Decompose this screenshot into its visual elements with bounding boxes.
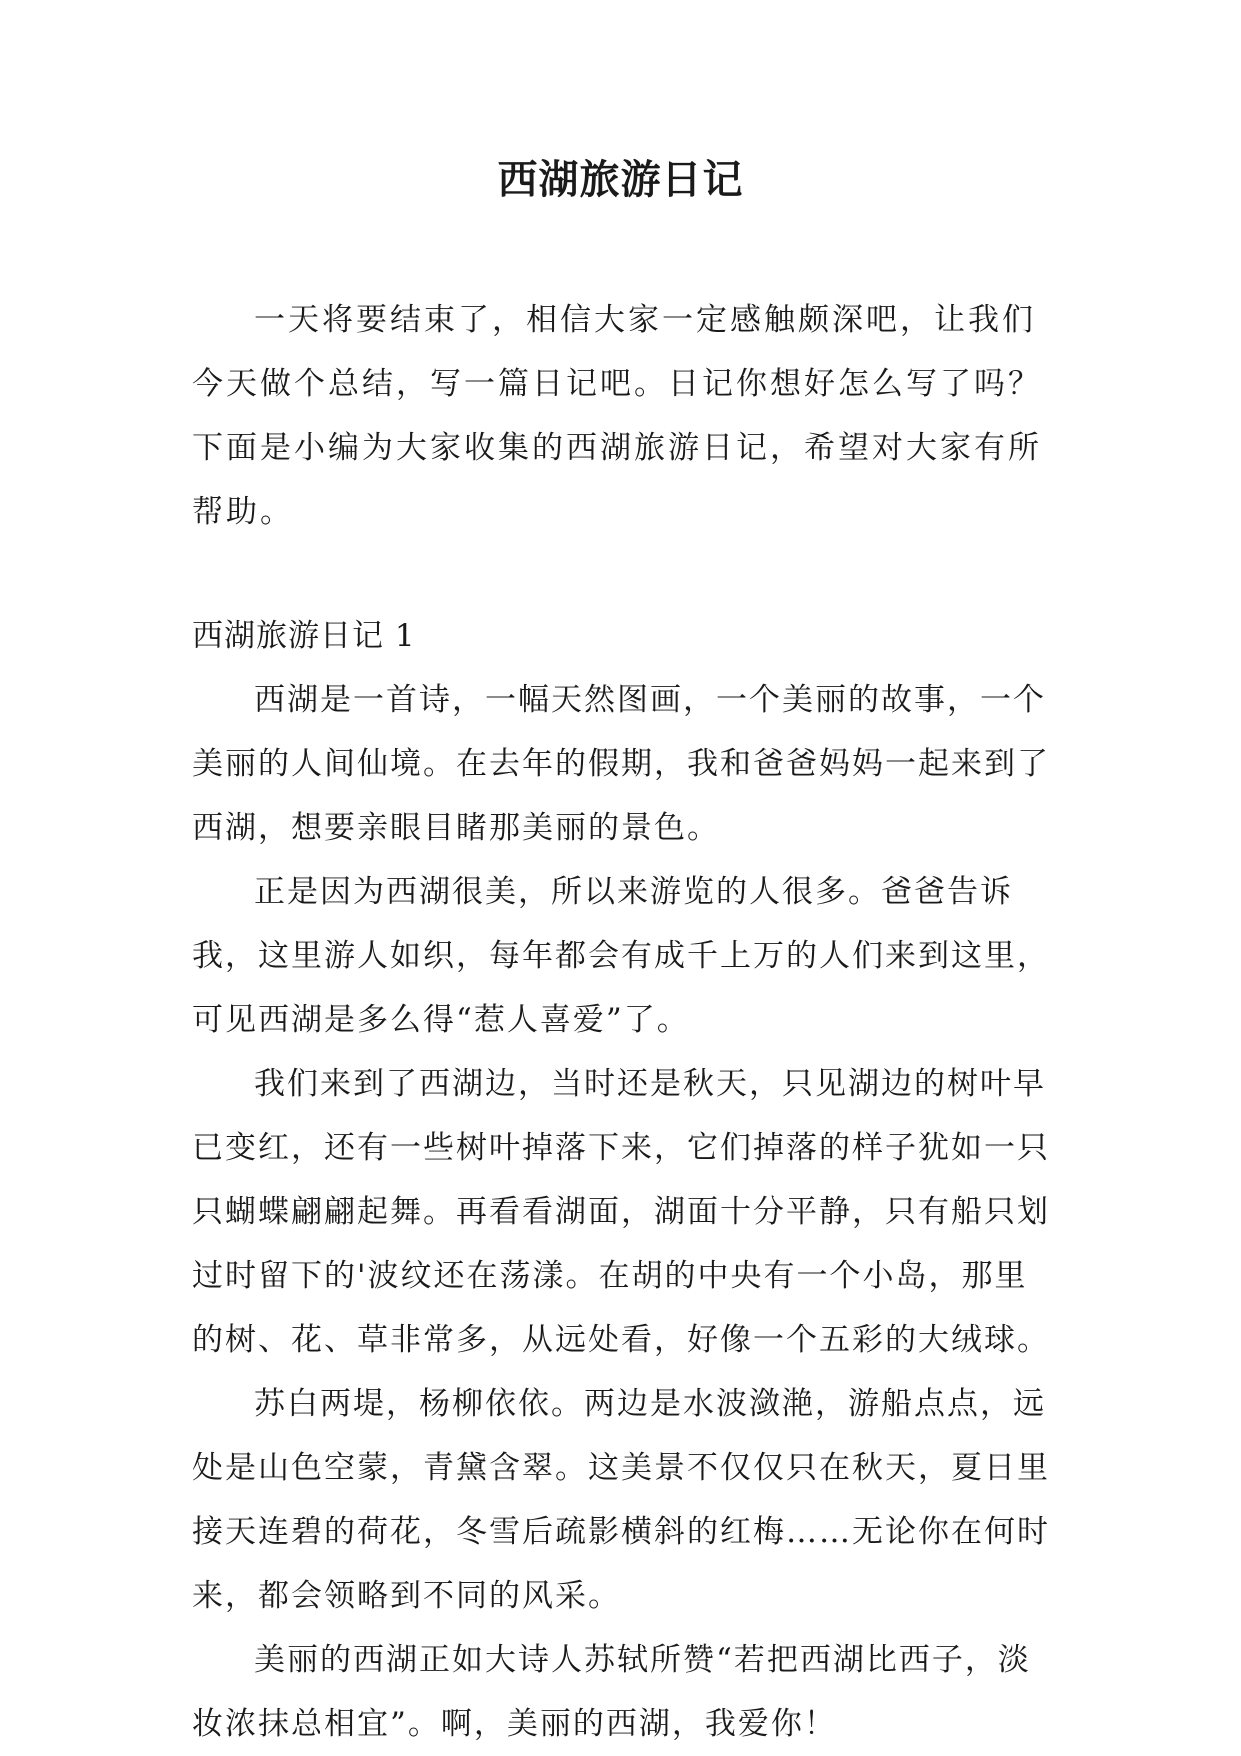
body-paragraph-1: 西湖是一首诗，一幅天然图画，一个美丽的故事，一个美丽的人间仙境。在去年的假期，我和爸爸妈妈一起来到了西湖，想要亲眼目睹那美丽的景色。 [192, 682, 1050, 846]
intro-paragraph: 一天将要结束了，相信大家一定感触颇深吧，让我们今天做个总结，写一篇日记吧。日记你想好怎么写了吗？下面是小编为大家收集的西湖旅游日记，希望对大家有所帮助。 [192, 302, 1042, 530]
document-title: 西湖旅游日记 [497, 156, 744, 203]
body-paragraph-5: 美丽的西湖正如大诗人苏轼所赞“若把西湖比西子，淡妆浓抹总相宜”。啊，美丽的西湖，我爱你！ [192, 1642, 1031, 1742]
section-heading: 西湖旅游日记 1 [192, 618, 416, 654]
body-paragraph-3: 我们来到了西湖边，当时还是秋天，只见湖边的树叶早已变红，还有一些树叶掉落下来，它们掉落的样子犹如一只只蝴蝶翩翩起舞。再看看湖面，湖面十分平静，只有船只划过时留下的'波纹还在荡漾。在胡的中央有一个小岛，那里的树、花、草非常多，从远处看，好像一个五彩的大绒球。 [192, 1066, 1050, 1358]
document-body [192, 288, 1060, 1756]
body-paragraph-4: 苏白两堤，杨柳依依。两边是水波潋滟，游船点点，远处是山色空蒙，青黛含翠。这美景不仅仅只在秋天，夏日里接天连碧的荷花，冬雪后疏影横斜的红梅……无论你在何时来，都会领略到不同的风采。 [192, 1386, 1050, 1614]
body-paragraph-2: 正是因为西湖很美，所以来游览的人很多。爸爸告诉我，这里游人如织，每年都会有成千上万的人们来到这里，可见西湖是多么得“惹人喜爱”了。 [192, 874, 1050, 1038]
